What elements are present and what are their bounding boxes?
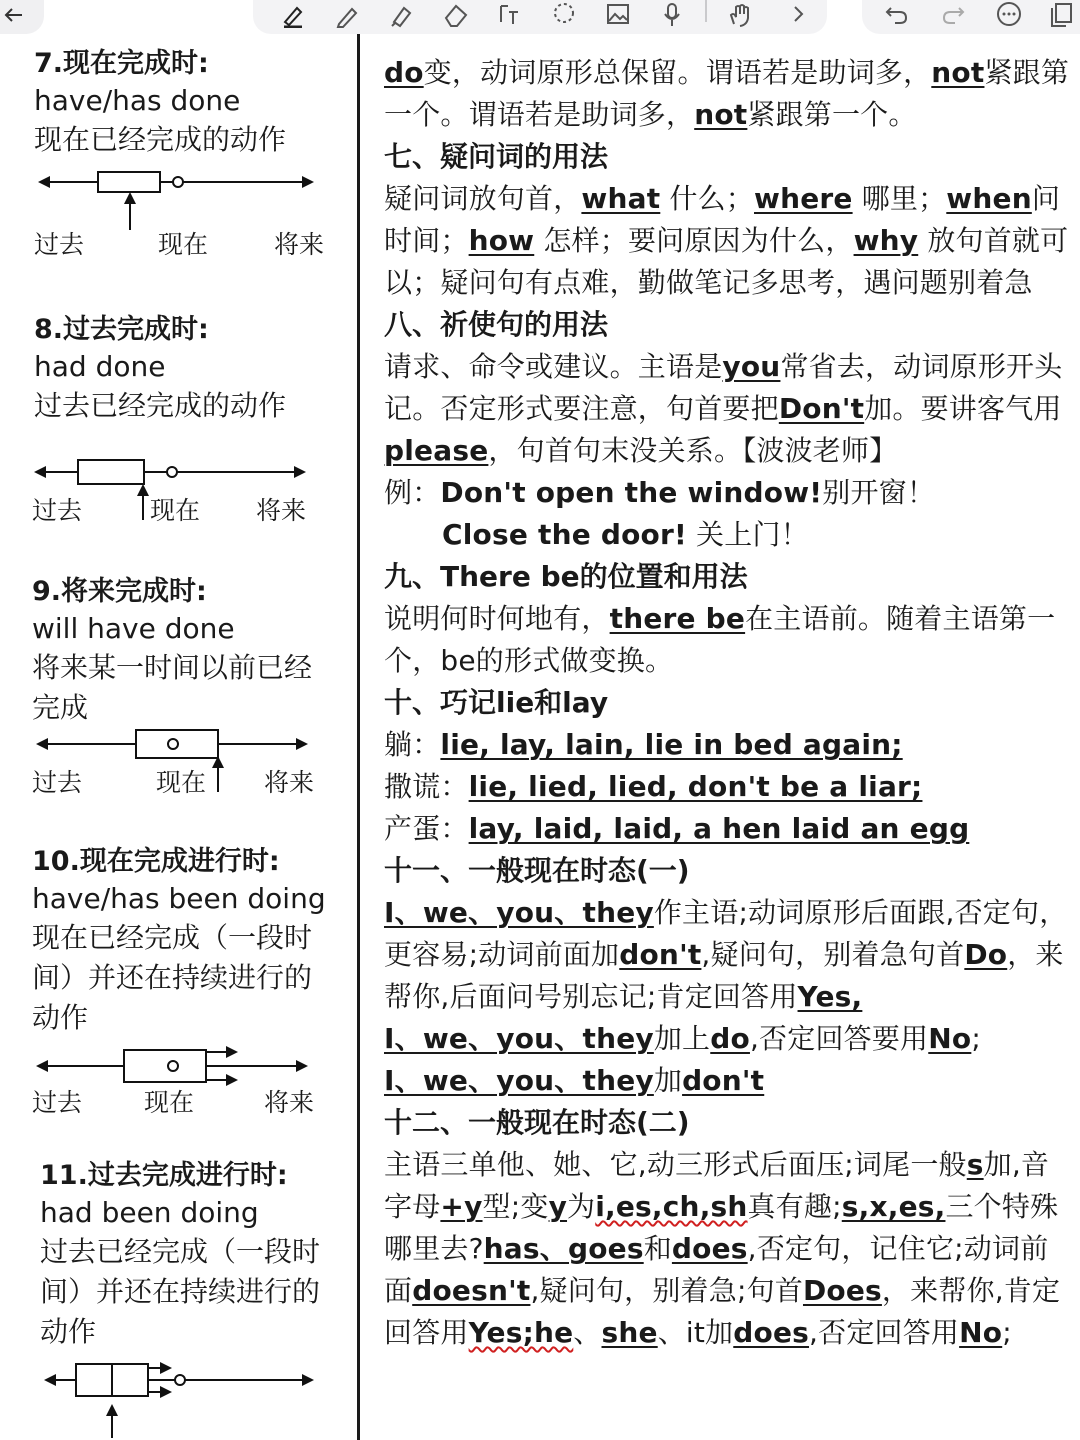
text: 加,音字母 — [384, 1148, 1050, 1223]
label-now: 现在 — [156, 768, 207, 797]
keyword: do — [384, 56, 424, 89]
verb-forms: lie, lied, lied, don't be a liar; — [468, 770, 923, 803]
text: ,否定回答用 — [809, 1316, 960, 1349]
tense-form: had been doing — [40, 1196, 259, 1229]
section-heading: 七、疑问词的用法 — [384, 140, 609, 173]
verb-forms-row — [384, 808, 1074, 850]
section-heading: 十二、一般现在时态(二) — [384, 1106, 690, 1139]
tense-meaning: 现在已经完成（一段时间）并还在持续进行的动作 — [32, 921, 313, 1034]
tense-title: 9.将来完成时: — [32, 576, 207, 607]
keyword: does — [733, 1316, 810, 1349]
tense-form: have/has been doing — [32, 882, 326, 915]
text: 、 — [573, 1316, 602, 1349]
pencil-icon[interactable] — [329, 0, 367, 30]
label-future: 将来 — [256, 496, 307, 525]
row-label: 躺： — [384, 728, 441, 761]
label-past: 过去 — [32, 768, 83, 797]
example-label: 例： — [384, 476, 441, 509]
text: 放句首就可以；疑问句有点难，勤做笔记多思考，遇问题别着急 — [384, 224, 1069, 299]
text: ,疑问句，别着急句首 — [701, 938, 965, 971]
tense-card-past-perfect — [34, 312, 339, 426]
text: 真有趣; — [747, 1190, 842, 1223]
text: 问时间； — [384, 182, 1061, 257]
section-heading: 十、巧记lie和lay — [384, 686, 609, 719]
microphone-icon[interactable] — [653, 0, 691, 30]
section-body — [384, 178, 1074, 304]
text: 加。要讲客气用 — [864, 392, 1062, 425]
text: 加上 — [653, 1022, 711, 1055]
timeline-diagram — [36, 1360, 336, 1438]
redo-icon[interactable] — [934, 0, 972, 30]
text: ，句首句末没关系。【波波老师】 — [488, 434, 898, 467]
column-divider — [357, 34, 360, 1440]
example-line — [384, 472, 1074, 514]
keyword: do — [710, 1022, 750, 1055]
keyword: No — [928, 1022, 972, 1055]
keyword: s,x,es, — [841, 1190, 946, 1223]
text: 作主语;动词原形后面跟,否定句，更容易;动词前面加 — [384, 896, 1068, 971]
text: ,疑问句，别着急;句首 — [530, 1274, 803, 1307]
text: ，来帮你,肯定回答用 — [384, 1274, 1061, 1349]
grammar-notes-column — [384, 52, 1074, 1354]
highlighter-icon[interactable] — [383, 0, 421, 30]
example-translation: 关上门！ — [686, 518, 809, 551]
keyword: please — [384, 434, 489, 467]
text: 主语三单他、她、它,动三形式后面压;词尾一般 — [384, 1148, 967, 1181]
more-icon[interactable] — [990, 0, 1028, 30]
drawing-toolbar — [253, 0, 827, 34]
keyword: +y — [440, 1190, 483, 1223]
keyword: don't — [682, 1064, 765, 1097]
label-future: 将来 — [264, 768, 315, 797]
verb-forms-row — [384, 766, 1074, 808]
lasso-icon[interactable] — [545, 0, 583, 30]
text: 什么； — [660, 182, 754, 215]
section-heading: 九、There be的位置和用法 — [384, 560, 748, 593]
keyword: No — [959, 1316, 1003, 1349]
undo-icon[interactable] — [878, 0, 916, 30]
tense-form: have/has done — [34, 84, 241, 117]
tense-title: 10.现在完成进行时: — [32, 846, 280, 877]
back-arrow-icon[interactable] — [0, 0, 32, 30]
label-future: 将来 — [274, 230, 325, 259]
section-heading: 八、祈使句的用法 — [384, 308, 609, 341]
keyword: Does — [802, 1274, 882, 1307]
keyword: Yes;he — [468, 1316, 574, 1349]
keyword: what — [581, 182, 661, 215]
label-now: 现在 — [144, 1088, 195, 1117]
keyword: how — [468, 224, 535, 257]
eraser-icon[interactable] — [437, 0, 475, 30]
keyword: I、we、you、they — [384, 1064, 654, 1097]
keyword: has、goes — [483, 1232, 644, 1265]
section-body — [384, 892, 1074, 1102]
example-sentence: Don't open the window! — [440, 476, 823, 509]
verb-forms: lie, lay, lain, lie in bed again; — [440, 728, 903, 761]
text: 怎样；要问原因为什么， — [534, 224, 854, 257]
row-label: 撒谎： — [384, 770, 469, 803]
tense-card-present-perfect — [34, 46, 339, 160]
keyword: Yes, — [797, 980, 863, 1013]
text: 疑问词放句首， — [384, 182, 582, 215]
keyword: she — [601, 1316, 658, 1349]
timeline-diagram — [30, 162, 330, 232]
text: 请求、命令或建议。主语是 — [384, 350, 723, 383]
tense-form: had done — [34, 350, 166, 383]
example-sentence: Close the door! — [442, 518, 687, 551]
label-now: 现在 — [158, 230, 209, 259]
text: 、it加 — [657, 1316, 734, 1349]
tense-meaning: 现在已经完成的动作 — [34, 123, 287, 156]
text: ; — [971, 1022, 981, 1055]
chevron-right-icon[interactable] — [779, 0, 817, 30]
tense-meaning: 过去已经完成的动作 — [34, 389, 287, 422]
toolbar-right — [862, 0, 1080, 34]
toolbar-left — [0, 0, 44, 34]
hand-icon[interactable] — [721, 0, 759, 30]
keyword: I、we、you、they — [384, 1022, 654, 1055]
keyword: not — [694, 98, 748, 131]
text: 紧跟第一个。谓语若是助词多， — [384, 56, 1070, 131]
keyword: I、we、you、they — [384, 896, 654, 929]
keyword: doesn't — [412, 1274, 531, 1307]
text: 为 — [567, 1190, 596, 1223]
keyword: not — [931, 56, 985, 89]
keyword: y — [548, 1190, 568, 1223]
tense-meaning: 将来某一时间以前已经完成 — [32, 651, 313, 724]
label-past: 过去 — [34, 230, 85, 259]
pen-icon[interactable] — [275, 0, 313, 30]
text: 三个特殊哪里去? — [384, 1190, 1059, 1265]
label-past: 过去 — [32, 496, 83, 525]
text-icon[interactable] — [491, 0, 529, 30]
pages-icon[interactable] — [1042, 0, 1080, 30]
tense-diagrams-column — [0, 34, 356, 1440]
verb-forms: lay, laid, laid, a hen laid an egg — [468, 812, 970, 845]
tense-meaning: 过去已经完成（一段时间）并还在持续进行的动作 — [40, 1235, 321, 1348]
tense-card-past-perfect-continuous — [40, 1158, 345, 1352]
tense-title: 7.现在完成时: — [34, 48, 209, 79]
section-body — [384, 346, 1074, 472]
keyword: Don't — [778, 392, 865, 425]
keyword: s — [966, 1148, 984, 1181]
verb-forms-row — [384, 724, 1074, 766]
text: 变，动词原形总保留。谓语若是助词多， — [423, 56, 932, 89]
image-icon[interactable] — [599, 0, 637, 30]
section-body — [384, 598, 1074, 682]
tense-card-present-perfect-continuous — [32, 844, 337, 1038]
label-now: 现在 — [150, 496, 201, 525]
paragraph-intro — [384, 52, 1074, 136]
keyword: Do — [964, 938, 1008, 971]
label-future: 将来 — [264, 1088, 315, 1117]
text: 加 — [653, 1064, 683, 1097]
tense-form: will have done — [32, 612, 235, 645]
text: 紧跟第一个。 — [747, 98, 917, 131]
keyword: you — [722, 350, 781, 383]
label-past: 过去 — [32, 1088, 83, 1117]
text: ; — [1002, 1316, 1012, 1349]
section-body — [384, 1144, 1074, 1354]
example-line — [384, 514, 1074, 556]
text: ,否定回答要用 — [749, 1022, 929, 1055]
keyword: don't — [619, 938, 702, 971]
keyword: why — [853, 224, 919, 257]
tense-card-future-perfect — [32, 574, 337, 728]
text: 说明何时何地有， — [384, 602, 610, 635]
text: 和 — [643, 1232, 672, 1265]
text: 哪里； — [852, 182, 947, 215]
toolbar-separator — [705, 0, 707, 22]
text: ,否定句，记住它;动词前面 — [384, 1232, 1049, 1307]
text: 型;变 — [482, 1190, 549, 1223]
text: 常省去，动词原形开头记。否定形式要注意，句首要把 — [384, 350, 1063, 425]
keyword: does — [671, 1232, 748, 1265]
example-translation: 别开窗！ — [822, 476, 936, 509]
row-label: 产蛋： — [384, 812, 469, 845]
section-heading: 十一、一般现在时态(一) — [384, 854, 690, 887]
tense-title: 11.过去完成进行时: — [40, 1160, 288, 1191]
keyword: where — [754, 182, 853, 215]
keyword: i,es,ch,sh — [595, 1190, 748, 1223]
text: 在主语前。随着主语第一个，be的形式做变换。 — [384, 602, 1056, 677]
tense-title: 8.过去完成时: — [34, 314, 209, 345]
keyword: when — [946, 182, 1032, 215]
keyword: there be — [609, 602, 746, 635]
text: ，来帮你,后面问号别忘记;肯定回答用 — [384, 938, 1064, 1013]
